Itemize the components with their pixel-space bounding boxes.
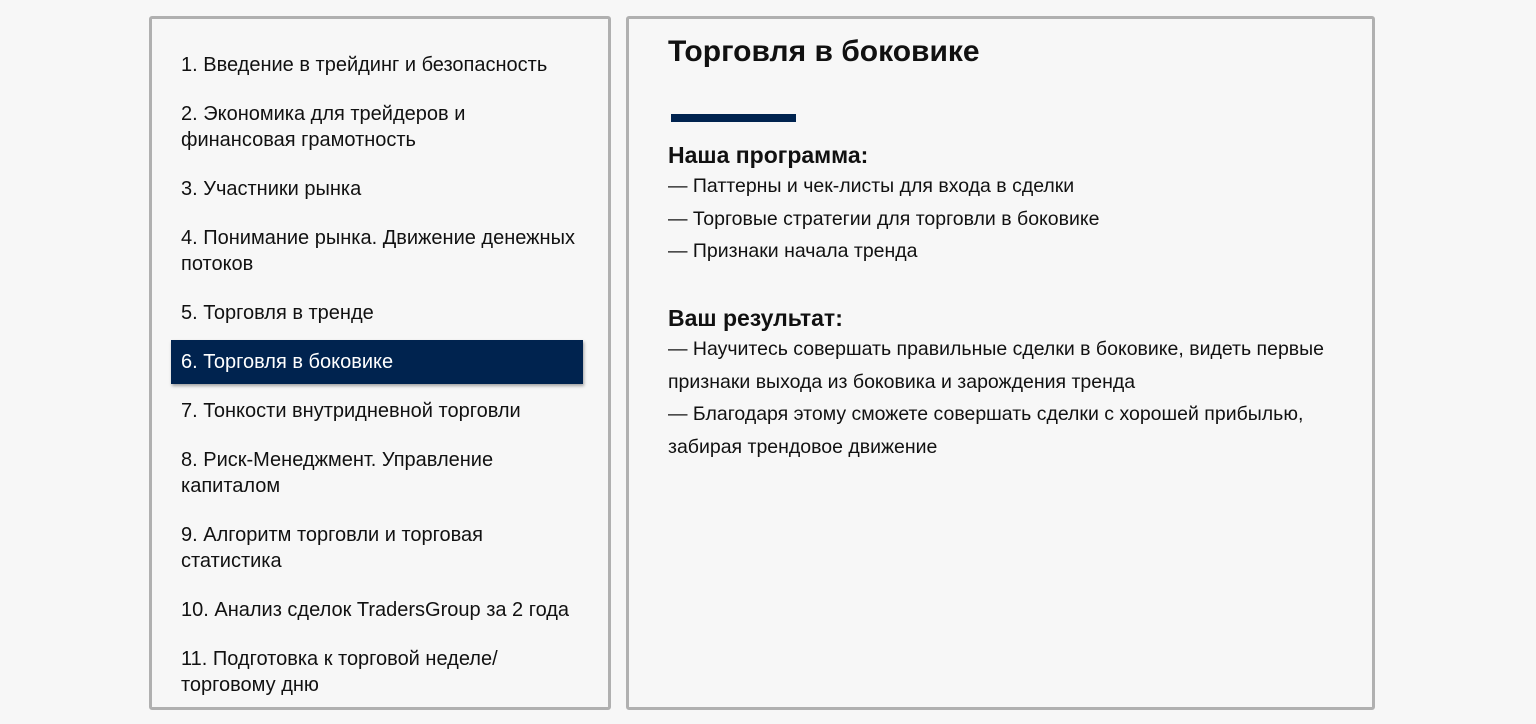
- module-item-7[interactable]: 7. Тонкости внутридневной торговли: [181, 400, 521, 422]
- result-section: [668, 303, 1328, 463]
- program-heading: Наша программа:: [668, 142, 869, 168]
- module-item-5[interactable]: 5. Торговля в тренде: [181, 302, 374, 324]
- result-line-1: — Научитесь совершать правильные сделки в боковике, видеть первые признаки выхода из боковика и зарождения тренда: [668, 338, 1325, 393]
- module-item-4[interactable]: 4. Понимание рынка. Движение денежных потоков: [181, 227, 575, 275]
- program-line-2: — Торговые стратегии для торговли в боковике: [668, 207, 1100, 230]
- module-item-2[interactable]: 2. Экономика для трейдеров и финансовая грамотность: [181, 103, 466, 151]
- module-detail-panel: [626, 16, 1375, 710]
- module-item-9[interactable]: 9. Алгоритм торговли и торговая статистика: [181, 524, 483, 572]
- module-item-10[interactable]: 10. Анализ сделок TradersGroup за 2 года: [181, 599, 570, 621]
- module-item-11[interactable]: 11. Подготовка к торговой неделе/ торговому дню: [181, 648, 498, 696]
- program-section: [668, 140, 1328, 268]
- program-line-3: — Признаки начала тренда: [668, 240, 918, 262]
- module-item-6-active[interactable]: 6. Торговля в боковике: [171, 340, 583, 384]
- module-title: Торговля в боковике: [668, 35, 980, 68]
- result-line-2: — Благодаря этому сможете совершать сделки с хорошей прибылью, забирая трендовое движение: [668, 403, 1304, 458]
- program-line-1: — Паттерны и чек-листы для входа в сделки: [668, 175, 1075, 197]
- module-item-1[interactable]: 1. Введение в трейдинг и безопасность: [181, 54, 548, 76]
- module-list: [171, 50, 583, 719]
- module-list-panel: [149, 16, 611, 710]
- accent-divider: [671, 114, 796, 122]
- module-item-3[interactable]: 3. Участники рынка: [181, 178, 362, 200]
- result-heading: Ваш результат:: [668, 305, 843, 331]
- module-item-8[interactable]: 8. Риск-Менеджмент. Управление капиталом: [181, 449, 494, 497]
